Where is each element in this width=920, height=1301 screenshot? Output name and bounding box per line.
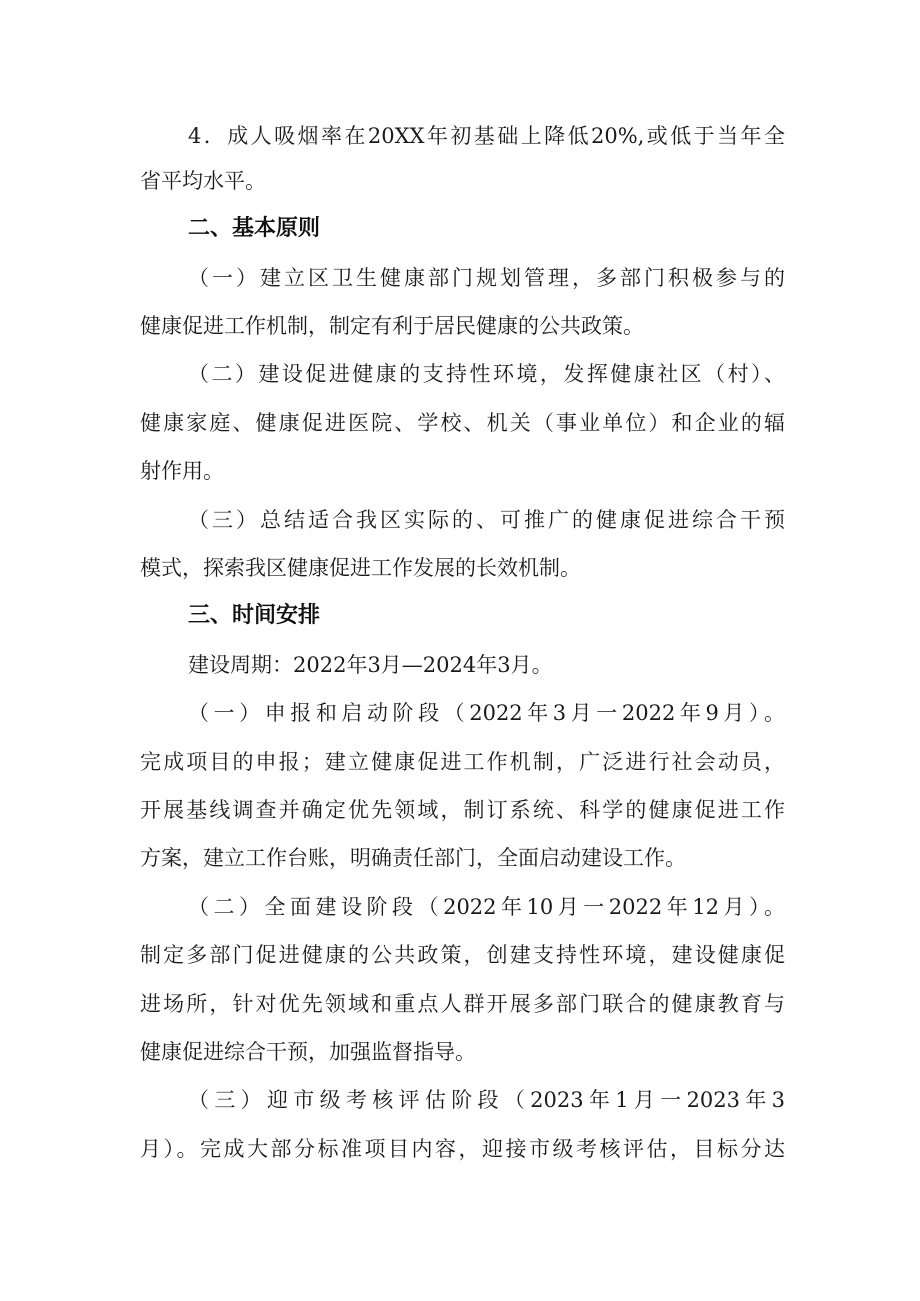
- paragraph-line-stage-1-cont-2: 开展基线调查并确定优先领域，制订系统、科学的健康促进工作: [140, 798, 785, 822]
- paragraph-line-stage-2-cont-1: 制定多部门促进健康的公共政策，创建支持性环境，建设健康促: [140, 943, 785, 967]
- paragraph-line-stage-2-end: 健康促进综合干预，加强监督指导。: [140, 1040, 476, 1064]
- paragraph-line-principle-1-end: 健康促进工作机制，制定有利于居民健康的公共政策。: [140, 314, 644, 338]
- paragraph-line-principle-3: （三）总结适合我区实际的、可推广的健康促进综合干预: [188, 508, 785, 532]
- paragraph-line-stage-2: （二）全面建设阶段（2022年10月一2022年12月）。: [188, 895, 785, 919]
- paragraph-line-principle-2-cont: 健康家庭、健康促进医院、学校、机关（事业单位）和企业的辐: [140, 411, 785, 435]
- paragraph-line-stage-3-cont: 月）。完成大部分标准项目内容，迎接市级考核评估，目标分达: [140, 1137, 785, 1161]
- paragraph-line-build-period: 建设周期：2022年3月—2024年3月。: [188, 653, 553, 677]
- paragraph-line-stage-1-end: 方案，建立工作台账，明确责任部门，全面启动建设工作。: [140, 846, 686, 870]
- paragraph-line-principle-2-end: 射作用。: [140, 459, 224, 483]
- paragraph-line-principle-2: （二）建设促进健康的支持性环境，发挥健康社区（村）、: [188, 362, 785, 386]
- paragraph-line-goal-4-end: 省平均水平。: [140, 169, 266, 193]
- paragraph-line-goal-4: 4．成人吸烟率在20XX年初基础上降低20%,或低于当年全: [188, 124, 785, 148]
- paragraph-line-stage-1-cont-1: 完成项目的申报；建立健康促进工作机制，广泛进行社会动员，: [140, 750, 785, 774]
- section-heading-basic-principles: 二、基本原则: [188, 216, 321, 241]
- paragraph-line-stage-2-cont-2: 进场所，针对优先领域和重点人群开展多部门联合的健康教育与: [140, 992, 785, 1016]
- paragraph-line-principle-3-end: 模式，探索我区健康促进工作发展的长效机制。: [140, 556, 581, 580]
- paragraph-line-principle-1: （一）建立区卫生健康部门规划管理，多部门积极参与的: [188, 266, 785, 290]
- section-heading-schedule: 三、时间安排: [188, 603, 321, 628]
- paragraph-line-stage-1: （一）申报和启动阶段（2022年3月一2022年9月）。: [188, 701, 785, 725]
- paragraph-line-stage-3: （三）迎市级考核评估阶段（2023年1月一2023年3: [188, 1088, 785, 1112]
